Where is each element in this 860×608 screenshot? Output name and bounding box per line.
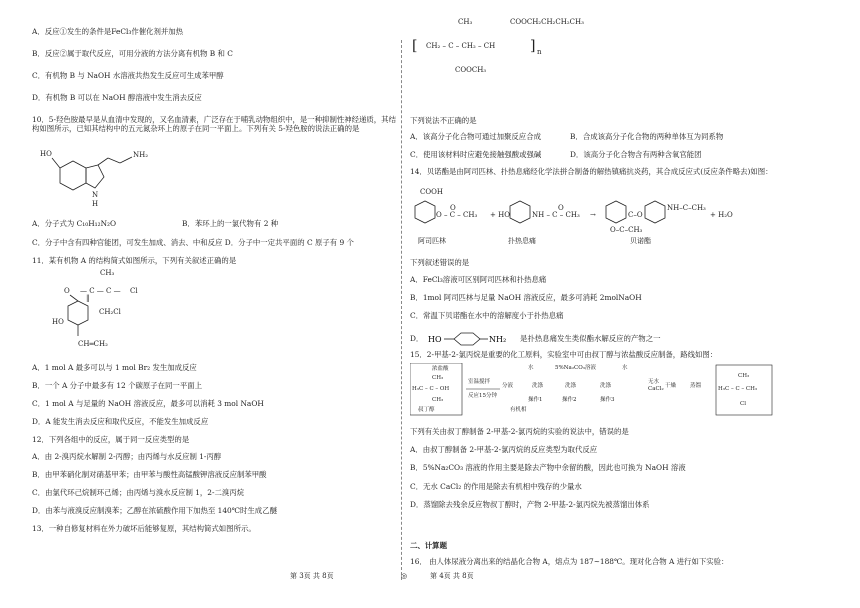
svg-text:[: [ (412, 38, 418, 54)
binding-mark: ◎ (401, 572, 408, 580)
svg-text:COOCH₂CH₂CH₂CH₃: COOCH₂CH₂CH₂CH₃ (510, 18, 584, 26)
q15-option-b: B．5%Na₂CO₃ 溶液的作用主要是除去产物中余留的酸，因此也可换为 NaOH 溶液 (410, 463, 686, 472)
q13-option-a: A．该高分子化合物可通过加聚反应合成 (410, 132, 541, 141)
q15-stem: 15．2-甲基-2-氯丙烷是重要的化工原料，实验室中可由叔丁醇与浓盐酸反应制备，路线如图： (410, 350, 718, 359)
svg-text:蒸馏: 蒸馏 (690, 383, 702, 389)
q11-option-d: D．A 能发生消去反应和取代反应，不能发生加成反应 (32, 417, 209, 426)
benorilate-reaction (410, 184, 840, 248)
aminophenol-structure (426, 331, 518, 347)
q14-option-d: D． HO NH₂ 是扑热息痛发生类似酯水解反应的产物之一 (410, 331, 660, 347)
svg-text:CH₃: CH₃ (458, 18, 473, 26)
q13-option-c: C．使用该材料时应避免接触强酸或强碱 (410, 150, 542, 159)
q9-option-d: D．有机物 B 可以在 NaOH 醇溶液中发生消去反应 (32, 93, 202, 102)
q13-prompt: 下列说法不正确的是 (410, 116, 477, 125)
svg-text:NH–C–CH₃: NH–C–CH₃ (667, 204, 706, 212)
svg-text:分液: 分液 (502, 383, 514, 389)
benorilate-label: 贝诺酯 (630, 237, 651, 245)
q10-option-cd: C．分子中含有四种官能团，可发生加成、消去、中和反应 D．分子中一定共平面的 C 原子有 9 个 (32, 238, 354, 247)
svg-text:]: ] (530, 38, 536, 54)
svg-text:CH₃: CH₃ (100, 269, 115, 277)
svg-text:H: H (92, 200, 99, 208)
q11-stem: 11．某有机物 A 的结构简式如图所示，下列有关叙述正确的是 (32, 256, 237, 265)
compound-a-structure (52, 266, 162, 356)
q11-option-a: A．1 mol A 最多可以与 1 mol Br₂ 发生加成反应 (32, 363, 197, 372)
svg-text:室温搅拌: 室温搅拌 (468, 379, 491, 385)
q9-option-a: A．反应①发生的条件是FeCl₃作催化剂并加热 (32, 27, 184, 36)
q14-option-b: B．1mol 阿司匹林与足量 NaOH 溶液反应，最多可消耗 2molNaOH (410, 293, 642, 302)
q10-option-b: B．苯环上的一氯代物有 2 种 (182, 219, 279, 228)
svg-text:CH₂ – C – CH₂ – CH: CH₂ – C – CH₂ – CH (426, 42, 496, 50)
q12-option-b: B．由甲苯硝化制对硝基甲苯；由甲苯与酸性高锰酸钾溶液反应制苯甲酸 (32, 470, 267, 479)
q12-option-a: A．由 2-溴丙烷水解制 2-丙醇；由丙烯与水反应制 1-丙醇 (32, 452, 222, 461)
svg-text:浓盐酸: 浓盐酸 (432, 366, 449, 372)
q10-stem: 10．5-羟色胺最早是从血清中发现的，又名血清素，广泛存在于哺乳动物组织中，是一种抑制性神经递质，其结构如图所示，已知其结构中的五元氮杂环上的原子在同一平面上。下列有关 5-羟色胺的说法正确的是 (32, 115, 396, 133)
svg-text:叔丁醇: 叔丁醇 (418, 407, 435, 413)
q15-prompt: 下列有关由叔丁醇制备 2-甲基-2-氯丙烷的实验的说法中，错误的是 (410, 427, 629, 436)
svg-text:CH₃: CH₃ (432, 397, 444, 403)
svg-text:有机相: 有机相 (510, 407, 527, 413)
q14-stem: 14．贝诺酯是由阿司匹林、扑热息痛经化学法拼合制备的解热镇痛抗炎药，其合成反应式(反应条件略去)如图： (410, 167, 773, 176)
svg-text:O: O (558, 204, 564, 212)
svg-text:操作1: 操作1 (528, 397, 543, 403)
svg-text:— C — C —: — C — C — (80, 287, 121, 295)
q14-prompt: 下列叙述错误的是 (410, 258, 470, 267)
svg-text:HO: HO (427, 335, 442, 344)
page-number-right: 第 4页 共 8页 (430, 572, 474, 580)
q14-option-c: C．常温下贝诺酯在水中的溶解度小于扑热息痛 (410, 311, 564, 320)
q11-option-c: C．1 mol A 与足量的 NaOH 溶液反应，最多可以消耗 3 mol NaOH (32, 399, 264, 408)
svg-text:CH₂Cl: CH₂Cl (99, 308, 121, 316)
svg-text:无水: 无水 (648, 379, 660, 385)
svg-text:NH₂: NH₂ (488, 335, 506, 344)
svg-text:5%Na₂CO₃溶液: 5%Na₂CO₃溶液 (555, 365, 596, 371)
q10-option-a: A．分子式为 C₁₀H₁₂N₂O (32, 219, 117, 228)
svg-text:O – C – CH₃: O – C – CH₃ (436, 211, 478, 219)
svg-text:CaCl₂: CaCl₂ (648, 386, 664, 392)
svg-text:‖: ‖ (86, 294, 90, 302)
svg-text:O: O (64, 287, 70, 295)
q15-option-a: A．由叔丁醇制备 2-甲基-2-氯丙烷的反应类型为取代反应 (410, 445, 598, 454)
svg-text:反应15分钟: 反应15分钟 (468, 393, 497, 399)
svg-text:C–O: C–O (628, 211, 643, 219)
svg-text:HO: HO (52, 318, 64, 326)
aspirin-label: 阿司匹林 (418, 237, 446, 245)
q9-option-b: B．反应②属于取代反应，可用分液的方法分离有机物 B 和 C (32, 49, 233, 58)
svg-text:Cl: Cl (740, 401, 746, 407)
section-title: 二、计算题 (410, 541, 447, 550)
synthesis-flowchart (410, 363, 840, 423)
q11-option-b: B．一个 A 分子中最多有 12 个碳原子在同一平面上 (32, 381, 202, 390)
svg-text:CH₃: CH₃ (432, 375, 444, 381)
q15-option-d: D．蒸馏除去残余反应物叔丁醇时，产物 2-甲基-2-氯丙烷先被蒸馏出体系 (410, 500, 650, 509)
svg-text:n: n (537, 48, 542, 56)
svg-text:CH₃: CH₃ (738, 373, 750, 379)
svg-text:洗涤: 洗涤 (600, 383, 612, 389)
q12-option-d: D．由苯与液溴反应制溴苯；乙醇在浓硫酸作用下加热至 140℃时生成乙醚 (32, 506, 277, 515)
q15-option-c: C．无水 CaCl₂ 的作用是除去有机相中残存的少量水 (410, 482, 582, 491)
svg-text:H₃C – C – CH₃: H₃C – C – CH₃ (718, 386, 758, 392)
amine-label: NH₂ (133, 151, 149, 159)
svg-text:H₃C – C – OH: H₃C – C – OH (412, 386, 450, 392)
q9-option-c: C．有机物 B 与 NaOH 水溶液共热发生反应可生成苯甲醇 (32, 71, 224, 80)
svg-text:操作3: 操作3 (600, 397, 615, 403)
polymer-structure (410, 10, 640, 105)
q12-stem: 12．下列各组中的反应，属于同一反应类型的是 (32, 435, 190, 444)
svg-text:COOH: COOH (420, 188, 443, 196)
svg-text:水: 水 (528, 365, 534, 371)
paracetamol-label: 扑热息痛 (508, 237, 536, 245)
hydroxyl-label: HO (40, 150, 52, 158)
svg-text:干燥: 干燥 (665, 383, 677, 389)
svg-text:洗涤: 洗涤 (532, 383, 544, 389)
q13-option-b: B．合成该高分子化合物的两种单体互为同系物 (570, 132, 724, 141)
q14-option-a: A．FeCl₃溶液可区别阿司匹林和扑热息痛 (410, 275, 547, 284)
q12-option-c: C．由氯代环己烷制环己烯；由丙烯与溴水反应制 1，2-二溴丙烷 (32, 488, 245, 497)
svg-text:洗涤: 洗涤 (565, 383, 577, 389)
svg-text:O–C–CH₃: O–C–CH₃ (610, 226, 643, 234)
page-number-left: 第 3页 共 8页 (290, 572, 334, 580)
svg-text:→: → (590, 211, 596, 219)
svg-text:O: O (450, 204, 456, 212)
column-divider (401, 40, 402, 580)
q13-option-d: D．该高分子化合物含有两种含氧官能团 (570, 150, 702, 159)
svg-text:+ H₂O: + H₂O (710, 211, 733, 219)
nh-label: N (92, 191, 99, 199)
svg-text:CH═CH₂: CH═CH₂ (78, 340, 108, 348)
svg-text:COOCH₃: COOCH₃ (455, 66, 487, 74)
q16-stem: 16． 由人体尿液分离出来的结晶化合物 A，熔点为 187~188℃。现对化合物 A 进行如下实验： (410, 557, 729, 566)
svg-text:NH – C – CH₃: NH – C – CH₃ (532, 211, 580, 219)
svg-text:水: 水 (622, 365, 628, 371)
q13-stem: 13．一种自修复材料在外力破坏后能够复原，其结构简式如图所示。 (32, 524, 256, 533)
svg-text:Cl: Cl (130, 287, 138, 295)
svg-text:+ HO: + HO (490, 211, 510, 219)
svg-text:操作2: 操作2 (562, 397, 577, 403)
serotonin-structure (40, 143, 150, 213)
